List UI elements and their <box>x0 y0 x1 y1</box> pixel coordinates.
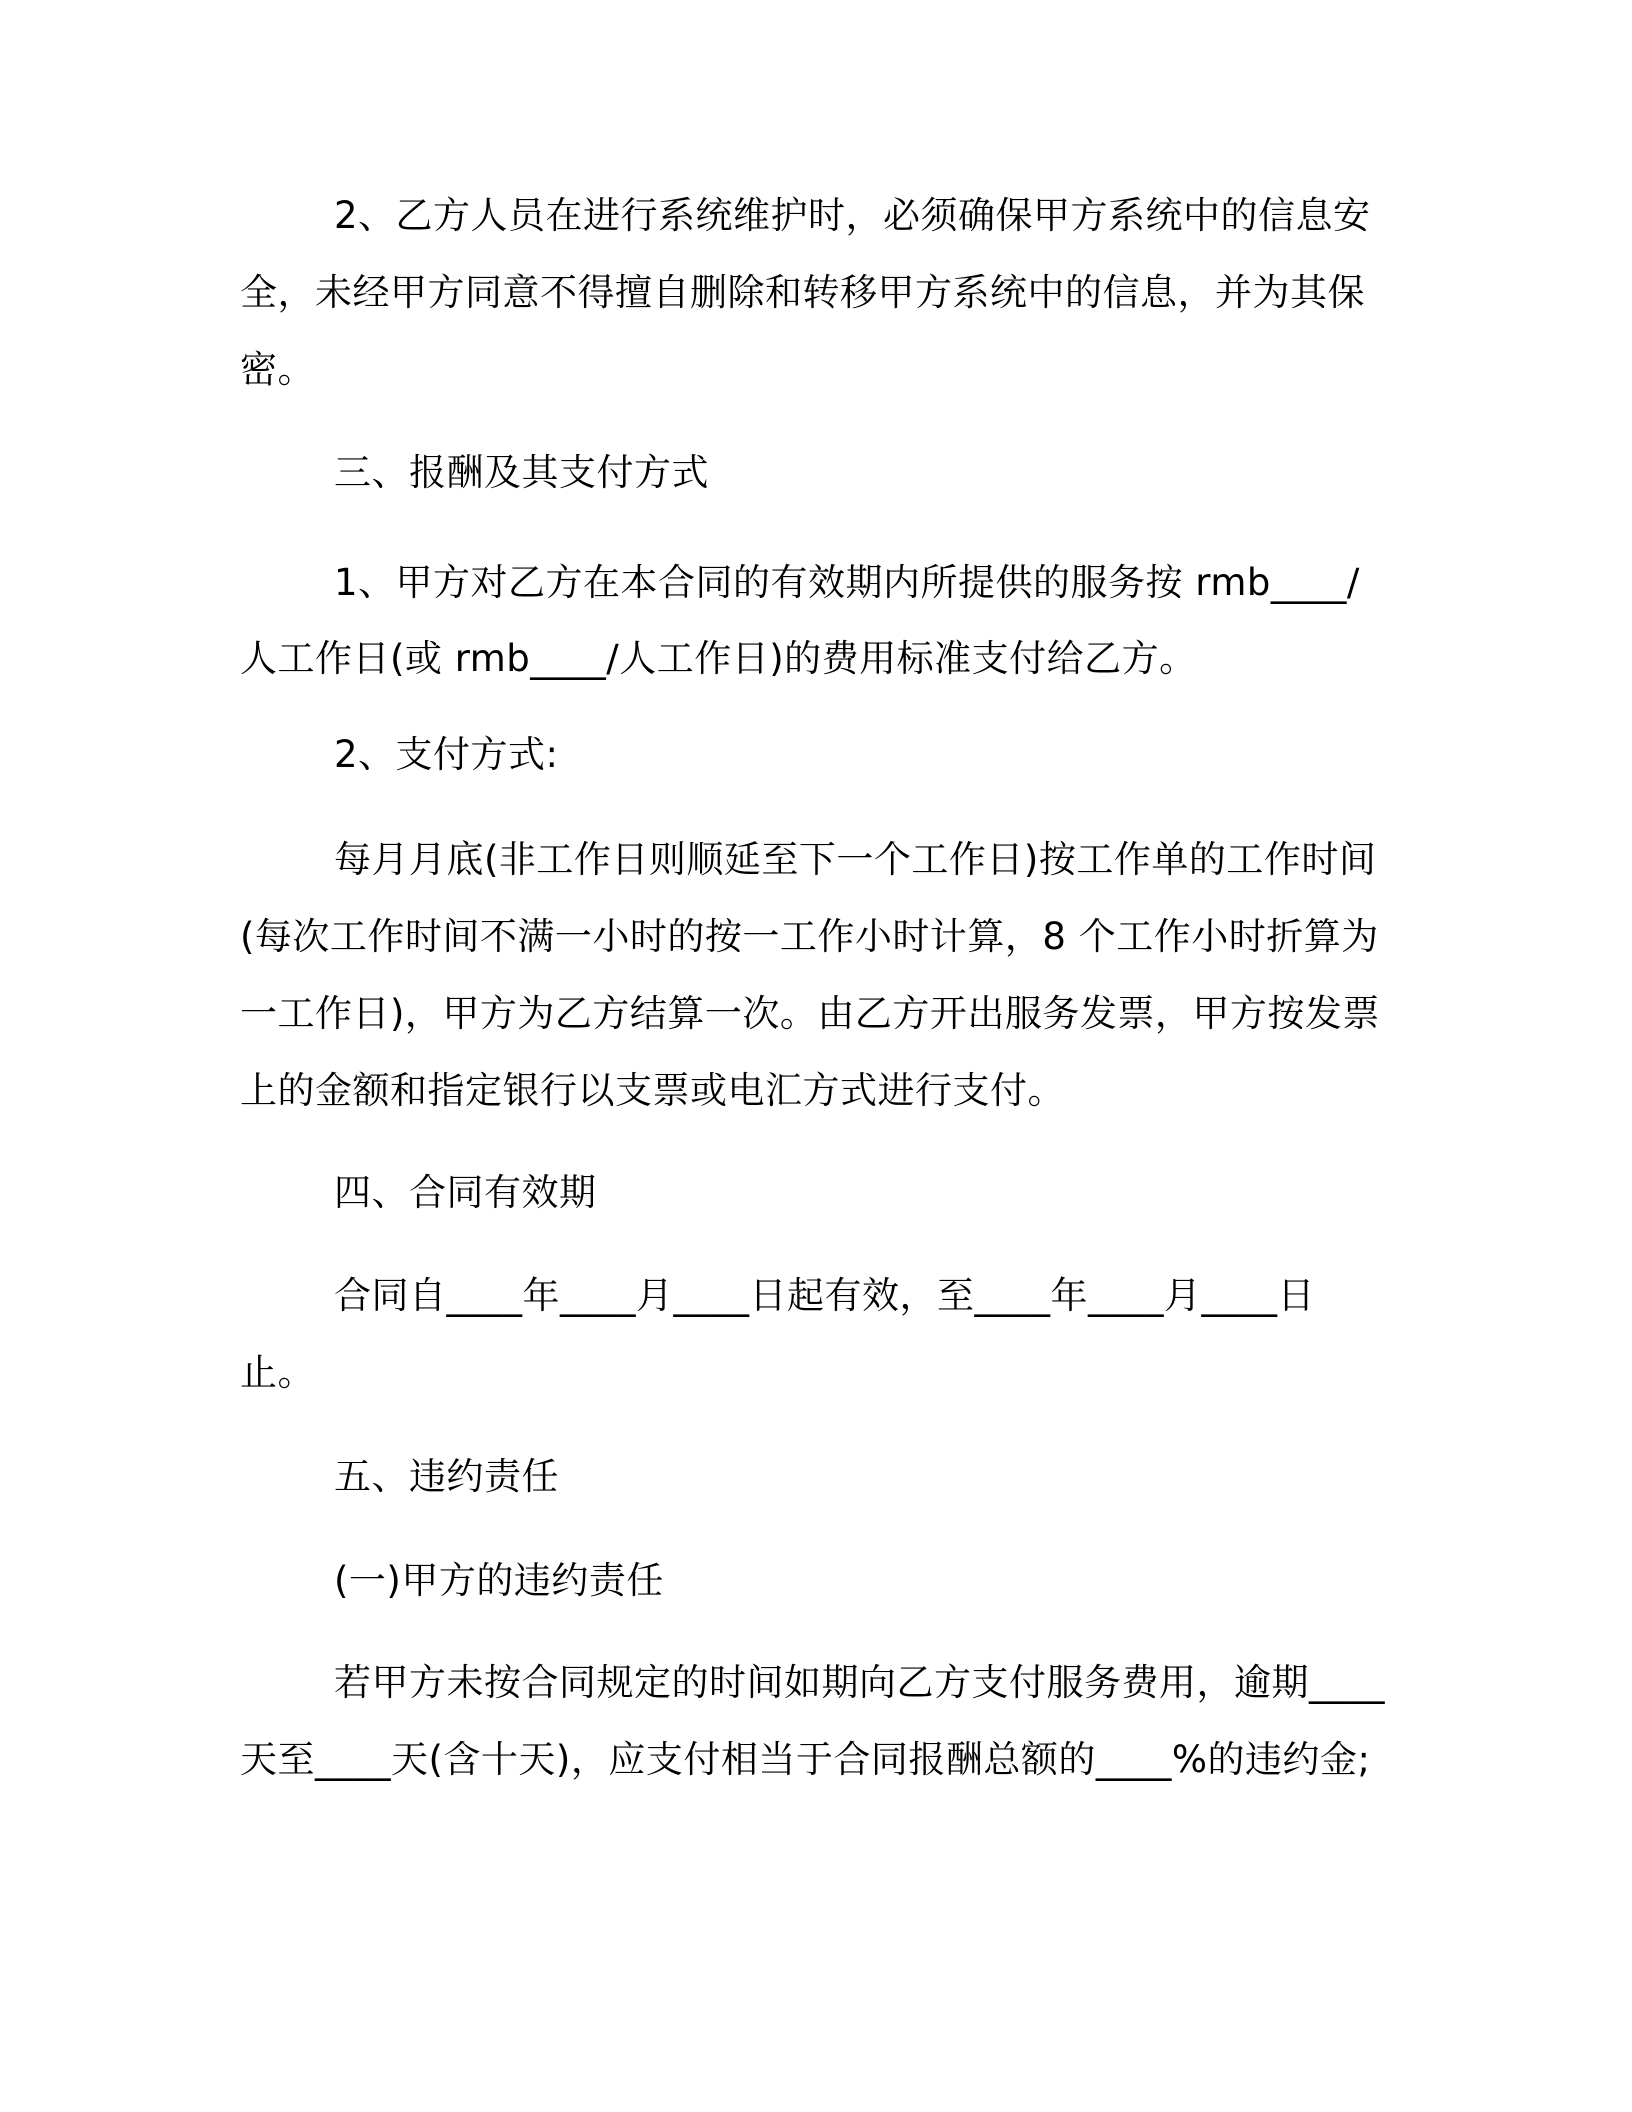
section-heading: 四、合同有效期 <box>334 1171 597 1214</box>
subsection-heading: (一)甲方的违约责任 <box>334 1559 664 1602</box>
paragraph-line: (每次工作时间不满一小时的按一工作小时计算，8 个工作小时折算为 <box>240 915 1379 958</box>
paragraph-line: 人工作日(或 rmb____/人工作日)的费用标准支付给乙方。 <box>240 637 1197 680</box>
paragraph-line: 合同自____年____月____日起有效，至____年____月____日 <box>334 1274 1315 1317</box>
paragraph-line: 若甲方未按合同规定的时间如期向乙方支付服务费用，逾期____ <box>334 1661 1385 1704</box>
section-heading: 三、报酬及其支付方式 <box>334 451 709 494</box>
paragraph-line: 每月月底(非工作日则顺延至下一个工作日)按工作单的工作时间 <box>334 838 1377 881</box>
paragraph-line: 上的金额和指定银行以支票或电汇方式进行支付。 <box>240 1069 1065 1112</box>
paragraph-line: 2、乙方人员在进行系统维护时，必须确保甲方系统中的信息安 <box>334 194 1371 237</box>
paragraph-line: 密。 <box>240 348 315 391</box>
paragraph-line: 天至____天(含十天)，应支付相当于合同报酬总额的____%的违约金; <box>240 1738 1371 1781</box>
paragraph-line: 止。 <box>240 1351 315 1394</box>
paragraph-line: 1、甲方对乙方在本合同的有效期内所提供的服务按 rmb____/ <box>334 561 1360 604</box>
paragraph-line: 全，未经甲方同意不得擅自删除和转移甲方系统中的信息，并为其保 <box>240 271 1365 314</box>
paragraph-line: 一工作日)，甲方为乙方结算一次。由乙方开出服务发票，甲方按发票 <box>240 992 1380 1035</box>
section-heading: 五、违约责任 <box>334 1455 559 1498</box>
paragraph-line: 2、支付方式: <box>334 733 559 776</box>
